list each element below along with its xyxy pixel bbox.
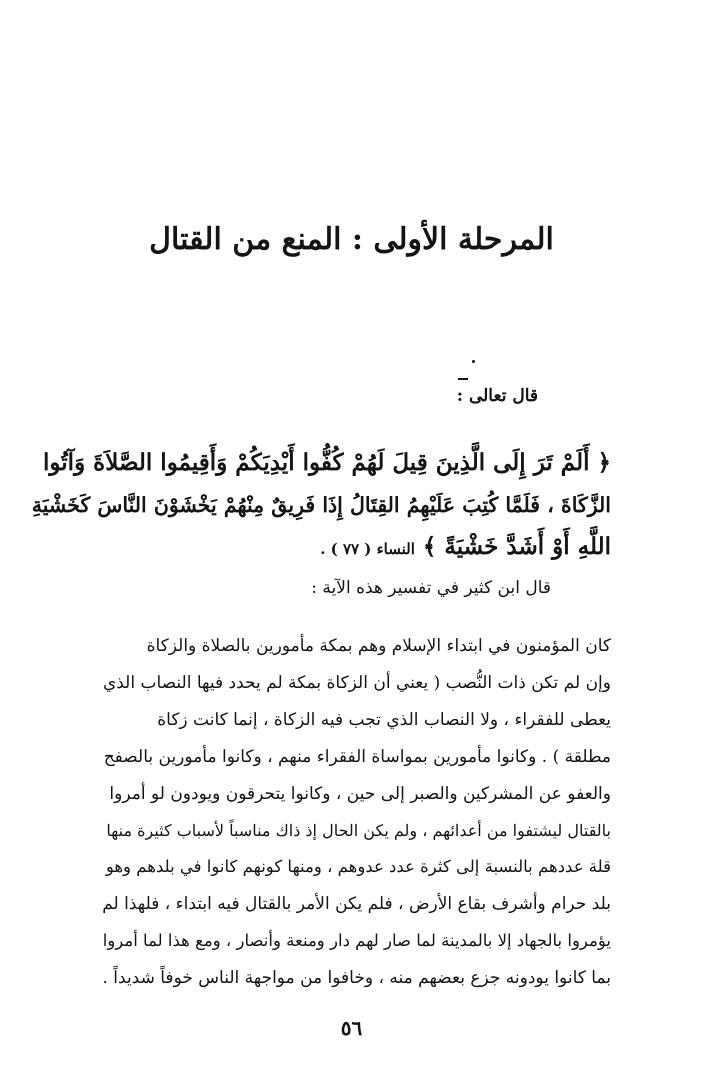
body-line: بالقتال ليشتفوا من أعدائهم ، ولم يكن الحال إذ ذاك مناسباً لأسباب كثيرة منها (106, 820, 611, 840)
body-line: كان المؤمنون في ابتداء الإسلام وهم بمكة مأمورين بالصلاة والزكاة (146, 636, 611, 656)
body-line: يؤمروا بالجهاد إلا بالمدينة لما صار لهم دار ومنعة وأنصار ، ومع هذا لما أمروا (102, 931, 611, 951)
ornament-dot (472, 360, 475, 363)
tafsir-intro: قال ابن كثير في تفسير هذه الآية : (311, 578, 551, 598)
quran-verse (24, 442, 611, 570)
body-line: بما كانوا يودونه جزع بعضهم منه ، وخافوا من مواجهة الناس خوفاً شديداً . (102, 968, 611, 989)
verse-reference: النساء ( ٧٧ ) . (320, 540, 415, 558)
verse-line: الزَّكَاةَ ، فَلَمَّا كُتِبَ عَلَيْهِمُ القِتَالُ إِذَا فَرِيقٌ مِنْهُمْ يَخْشَوْنَ النَّاسَ كَخَشْيَةِ (31, 493, 611, 517)
body-paragraph (92, 628, 611, 997)
body-line: والعفو عن المشركين والصبر إلى حين ، وكانوا يتحرقون ويودون لو أمروا (109, 783, 611, 804)
body-line: قلة عددهم بالنسبة إلى كثرة عدد عدوهم ، ومنها كونهم كانوا في بلدهم وهو (105, 857, 611, 877)
verse-line: ﴿ أَلَمْ تَرَ إِلَى الَّذِينَ قِيلَ لَهُمْ كُفُّوا أَيْدِيَكُمْ وَأَقِيمُوا الصَّلاَةَ وَآتُوا (43, 449, 611, 476)
body-line: مطلقة ) . وكانوا مأمورين بمواساة الفقراء منهم ، وكانوا مأمورين بالصفح (103, 746, 611, 767)
page-number: ٥٦ (340, 1016, 363, 1040)
verse-line (24, 526, 611, 570)
verse-intro: قال تعالى : (456, 386, 538, 406)
body-line: يعطى للفقراء ، ولا النصاب الذي تجب فيه الزكاة ، إنما كانت زكاة (157, 709, 611, 730)
body-line: بلد حرام وأشرف بقاع الأرض ، فلم يكن الأمر بالقتال فيه ابتداء ، فلهذا لم (102, 894, 611, 915)
ornament-dash (458, 378, 468, 380)
body-line: وإن لم تكن ذات النُّصب ( يعني أن الزكاة بمكة لم يحدد فيها النصاب الذي (102, 672, 611, 693)
verse-text: اللَّهِ أَوْ أَشَدَّ خَشْيَةً ﴾ (422, 533, 611, 560)
chapter-title: المرحلة الأولى : المنع من القتال (149, 222, 554, 257)
